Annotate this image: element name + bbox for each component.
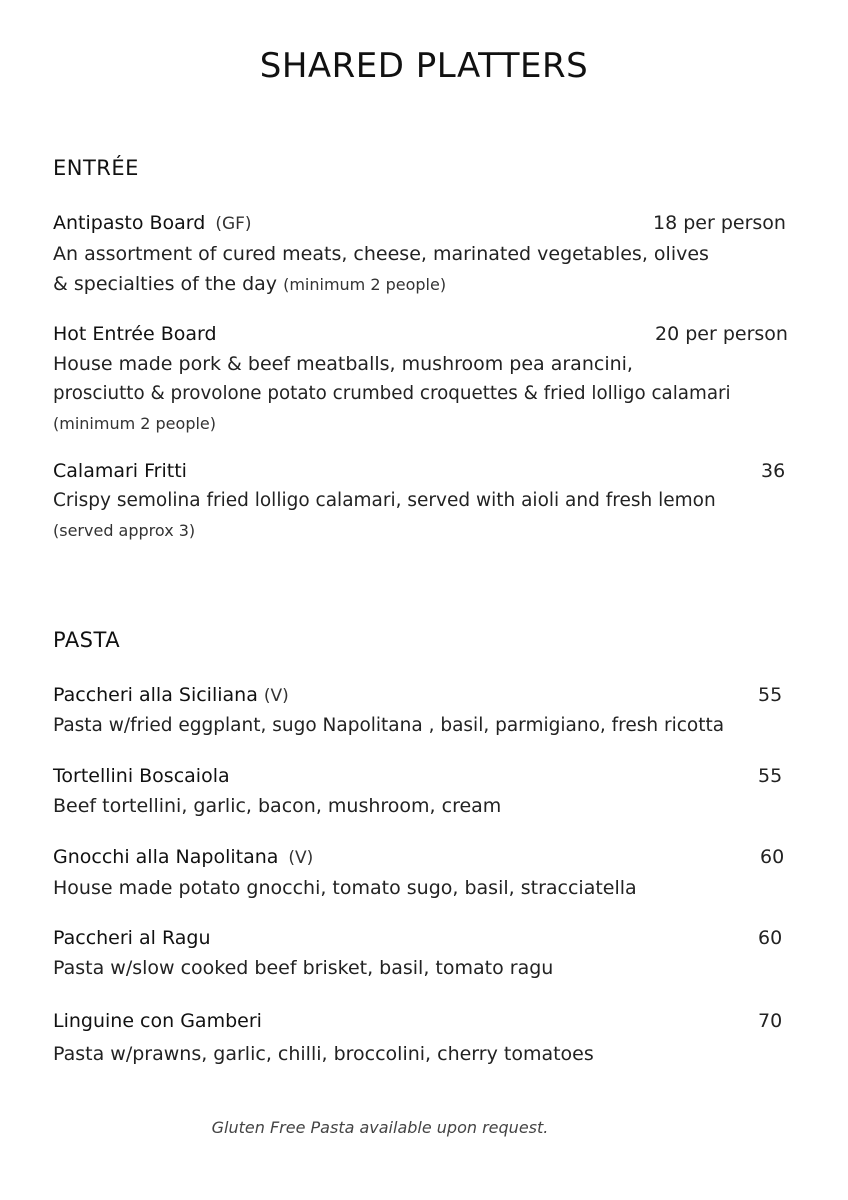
item-price: 18 per person (653, 212, 786, 234)
item-description-line: Pasta w/fried eggplant, sugo Napolitana , basil, parmigiano, fresh ricotta (53, 715, 725, 736)
item-name: Paccheri alla Siciliana (V) (53, 684, 289, 706)
item-description-line: Beef tortellini, garlic, bacon, mushroom, cream (53, 795, 502, 817)
section-heading-entree: ENTRÉE (53, 156, 139, 180)
menu-item-paccheri-al-ragu (53, 923, 793, 983)
page-title: SHARED PLATTERS (259, 46, 589, 86)
item-name: Gnocchi alla Napolitana (V) (53, 846, 314, 868)
menu-item-paccheri-alla-siciliana (53, 680, 793, 741)
item-price: 20 per person (655, 323, 788, 345)
item-description-line: Pasta w/prawns, garlic, chilli, broccolini, cherry tomatoes (53, 1043, 594, 1065)
item-name: Hot Entrée Board (53, 323, 217, 345)
item-price: 60 (758, 927, 783, 949)
item-note: (minimum 2 people) (53, 414, 216, 433)
item-price: 60 (760, 846, 785, 868)
menu-item-calamari-fritti (53, 456, 793, 546)
menu-item-hot-entree-board (53, 319, 793, 439)
item-name: Antipasto Board (GF) (53, 212, 252, 234)
menu-item-linguine-con-gamberi (53, 1006, 793, 1069)
item-name: Linguine con Gamberi (53, 1010, 262, 1032)
item-description-line: House made pork & beef meatballs, mushroom pea arancini, (53, 353, 633, 375)
item-price: 70 (758, 1010, 783, 1032)
vegetarian-tag: (V) (263, 686, 289, 706)
item-name: Tortellini Boscaiola (53, 765, 230, 787)
menu-item-tortellini-boscaiola (53, 761, 793, 821)
item-price: 36 (761, 460, 786, 482)
vegetarian-tag: (V) (288, 848, 314, 868)
item-price: 55 (758, 765, 783, 787)
item-note: (served approx 3) (53, 521, 196, 540)
item-description-line: Crispy semolina fried lolligo calamari, served with aioli and fresh lemon (53, 490, 716, 511)
item-description-line: prosciutto & provolone potato crumbed croquettes & fried lolligo calamari (53, 383, 731, 404)
item-note: (minimum 2 people) (283, 275, 447, 294)
gluten-free-note: Gluten Free Pasta available upon request. (211, 1118, 549, 1137)
section-heading-pasta: PASTA (53, 628, 121, 652)
menu-item-gnocchi-alla-napolitana (53, 842, 793, 903)
item-name: Calamari Fritti (53, 460, 187, 482)
item-description-line: House made potato gnocchi, tomato sugo, basil, stracciatella (53, 877, 637, 899)
gluten-free-tag: (GF) (215, 214, 252, 234)
item-description-line: Pasta w/slow cooked beef brisket, basil, tomato ragu (53, 957, 554, 979)
item-description-line: An assortment of cured meats, cheese, marinated vegetables, olives (53, 243, 709, 265)
item-description-line: & specialties of the day (minimum 2 people) (53, 273, 447, 295)
menu-item-antipasto-board (53, 208, 793, 300)
item-name: Paccheri al Ragu (53, 927, 211, 949)
item-price: 55 (758, 684, 783, 706)
